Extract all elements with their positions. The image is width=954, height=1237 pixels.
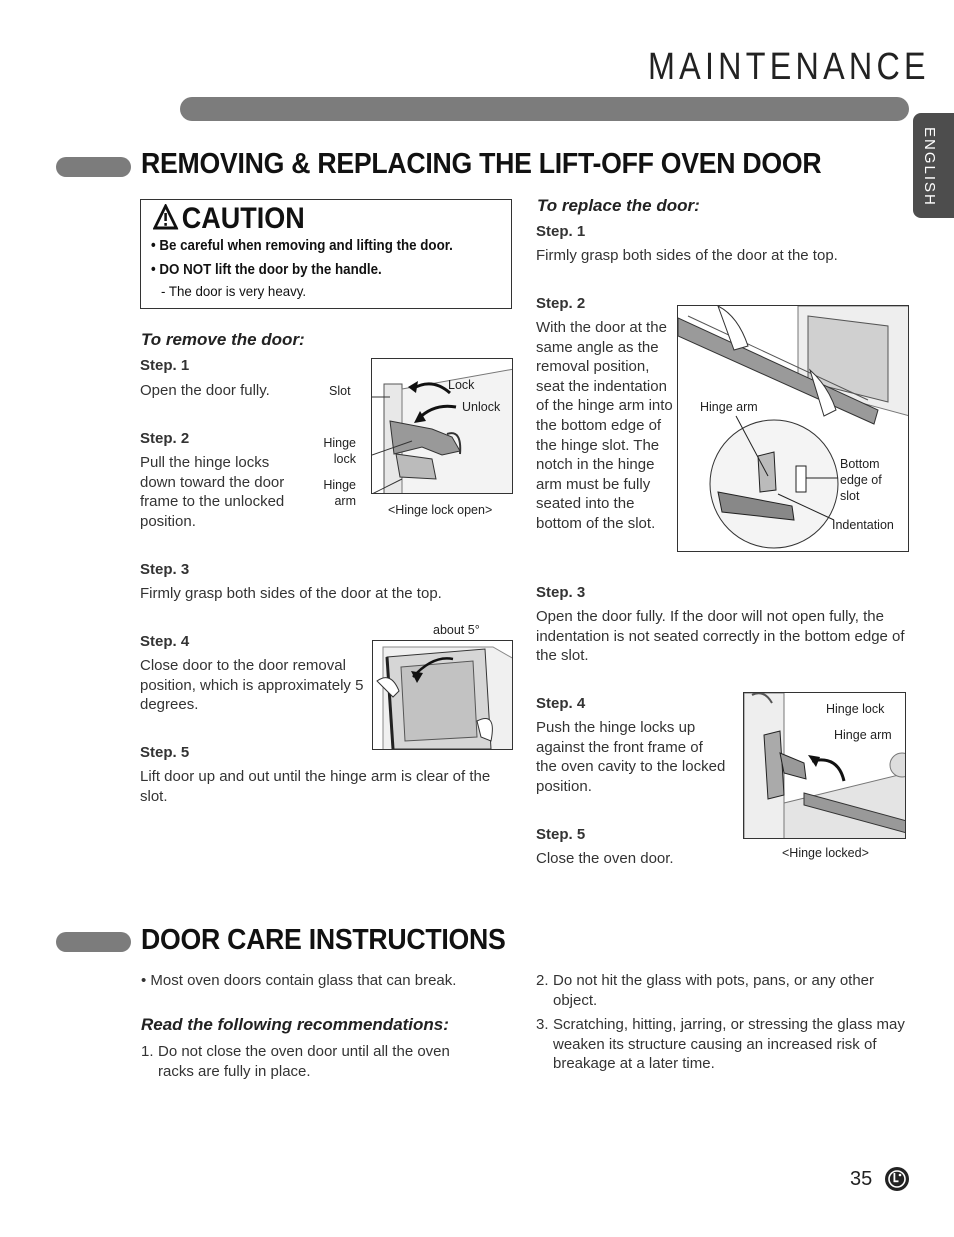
remove-step2-label: Step. 2 [140,430,190,447]
door-care-bullet: • Most oven doors contain glass that can break. [141,972,457,989]
fig3-bottom-edge-label: Bottom edge of slot [840,457,882,503]
fig1-slot-label: Slot [329,384,351,398]
remove-step3-text: Firmly grasp both sides of the door at the top. [140,585,442,602]
caution-heading [153,202,305,236]
warning-triangle-icon [153,204,178,230]
fig3-indentation-label: Indentation [832,518,894,532]
rec-item-2-num: 2. [536,972,549,989]
fig1-hinge-arm-label: Hinge arm [323,478,356,508]
replace-step4-text: Push the hinge locks up against the front frame of the oven cavity to the locked position. [536,719,726,795]
caution-line-1: • Be careful when removing and lifting the door. [151,238,453,254]
replace-step2-text: With the door at the same angle as the removal position, seat the indentation of the hinge arm into the bottom edge of the hinge slot. The notch in the hinge arm must be fully seated into the bottom of the slot. [536,319,673,532]
replace-step2-label: Step. 2 [536,295,586,312]
hinge-seat-drawing [678,306,909,552]
header-bar [180,97,909,121]
lg-logo-icon [884,1166,910,1197]
caution-box [140,199,512,309]
remove-step5-text: Lift door up and out until the hinge arm is clear of the slot. [140,768,491,805]
remove-step3-label: Step. 3 [140,561,190,578]
remove-step1-text: Open the door fully. [140,382,270,399]
replace-step4-label: Step. 4 [536,695,586,712]
fig1-caption: <Hinge lock open> [388,503,493,517]
rec-item-1-num: 1. [141,1043,154,1060]
caution-line-2: • DO NOT lift the door by the handle. [151,262,382,278]
replace-step1-text: Firmly grasp both sides of the door at the top. [536,247,838,264]
section-pill-icon [56,157,131,177]
fig4-hinge-arm-label: Hinge arm [834,728,892,742]
replace-step5-label: Step. 5 [536,826,586,843]
replace-step3-text: Open the door fully. If the door will not open fully, the indentation is not seated correctly in the bottom edge of the slot. [536,608,905,665]
hinge-arm-seat-figure [677,305,909,552]
replace-heading: To replace the door: [537,196,700,215]
hinge-locked-figure [743,692,906,839]
language-tab-label: ENGLISH [921,127,938,207]
section-pill-icon [56,932,131,952]
rec-item-1-text: Do not close the oven door until all the oven racks are fully in place. [158,1043,450,1080]
page-number: 35 [850,1168,873,1190]
replace-step3-label: Step. 3 [536,584,586,601]
fig1-hinge-lock-label: Hinge lock [323,436,356,466]
fig4-hinge-lock-label: Hinge lock [826,702,885,716]
remove-step2-text: Pull the hinge locks down toward the door frame to the unlocked position. [140,454,285,530]
recommendations-heading: Read the following recommendations: [141,1015,449,1034]
fig2-angle-label: about 5° [433,623,480,637]
remove-step4-label: Step. 4 [140,633,190,650]
language-tab [913,113,954,218]
remove-heading: To remove the door: [141,330,305,349]
replace-step1-label: Step. 1 [536,223,586,240]
page-header-title: MAINTENANCE [648,46,930,88]
remove-step1-label: Step. 1 [140,357,190,374]
door-angle-drawing [373,641,513,750]
remove-step5-label: Step. 5 [140,744,190,761]
rec-item-3-num: 3. [536,1016,549,1033]
section-title-removing: REMOVING & REPLACING THE LIFT-OFF OVEN DOOR [141,148,822,180]
fig3-hinge-arm-label: Hinge arm [700,400,758,414]
replace-step5-text: Close the oven door. [536,850,674,867]
rec-item-2-text: Do not hit the glass with pots, pans, or any other object. [553,972,875,1009]
fig1-unlock-label: Unlock [462,400,501,414]
hinge-lock-open-drawing [372,359,513,494]
fig4-caption: <Hinge locked> [782,846,869,860]
door-5-degree-figure [372,640,513,750]
fig1-lock-label: Lock [448,378,475,392]
rec-item-3-text: Scratching, hitting, jarring, or stressing the glass may weaken its structure causing an increased risk of breakage at a later time. [553,1016,905,1073]
caution-sub: - The door is very heavy. [161,283,307,299]
remove-step4-text: Close door to the door removal position, which is approximately 5 degrees. [140,657,364,714]
section-title-door-care: DOOR CARE INSTRUCTIONS [141,924,506,956]
hinge-lock-open-figure [371,358,513,494]
caution-heading-text: CAUTION [181,202,305,235]
